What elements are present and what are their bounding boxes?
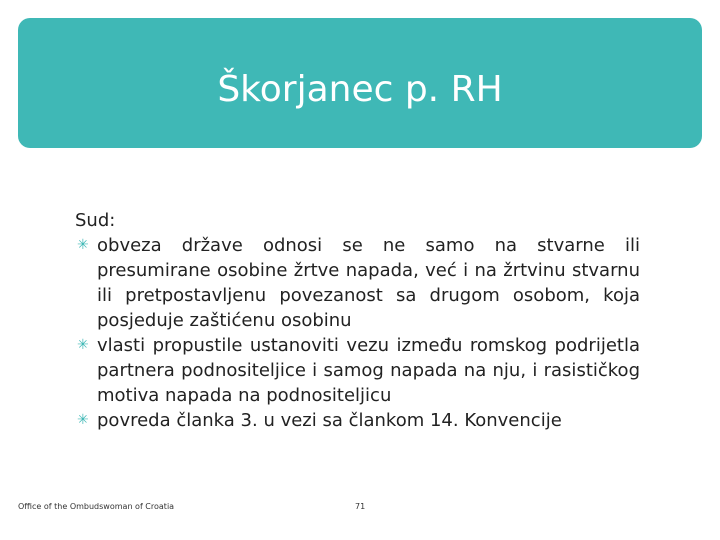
footer-organization: Office of the Ombudswoman of Croatia: [18, 502, 175, 511]
bullet-text: obveza države odnosi se ne samo na stvarne ili presumirane osobine žrtve napada, već i na žrtvinu stvarnu ili pretpostavljenu povezanost sa drugom osobom, koja posjeduje zaštićenu osobinu: [97, 235, 640, 331]
list-item: [75, 408, 640, 433]
title-banner: [18, 18, 702, 148]
asterisk-bullet-icon: ✳: [77, 412, 89, 428]
bullet-list: [75, 233, 640, 433]
intro-label: Sud:: [75, 210, 116, 231]
asterisk-bullet-icon: ✳: [77, 237, 89, 253]
page-number: 71: [355, 502, 366, 511]
slide-title: Škorjanec p. RH: [217, 69, 503, 110]
slide-content: [75, 208, 640, 433]
list-item: [75, 233, 640, 333]
bullet-text: vlasti propustile ustanoviti vezu između romskog podrijetla partnera podnositeljice i samog napada na nju, i rasističkog motiva napada na podnositeljicu: [97, 335, 640, 406]
bullet-text: povreda članka 3. u vezi sa člankom 14. Konvencije: [97, 410, 562, 431]
list-item: [75, 333, 640, 408]
asterisk-bullet-icon: ✳: [77, 337, 89, 353]
